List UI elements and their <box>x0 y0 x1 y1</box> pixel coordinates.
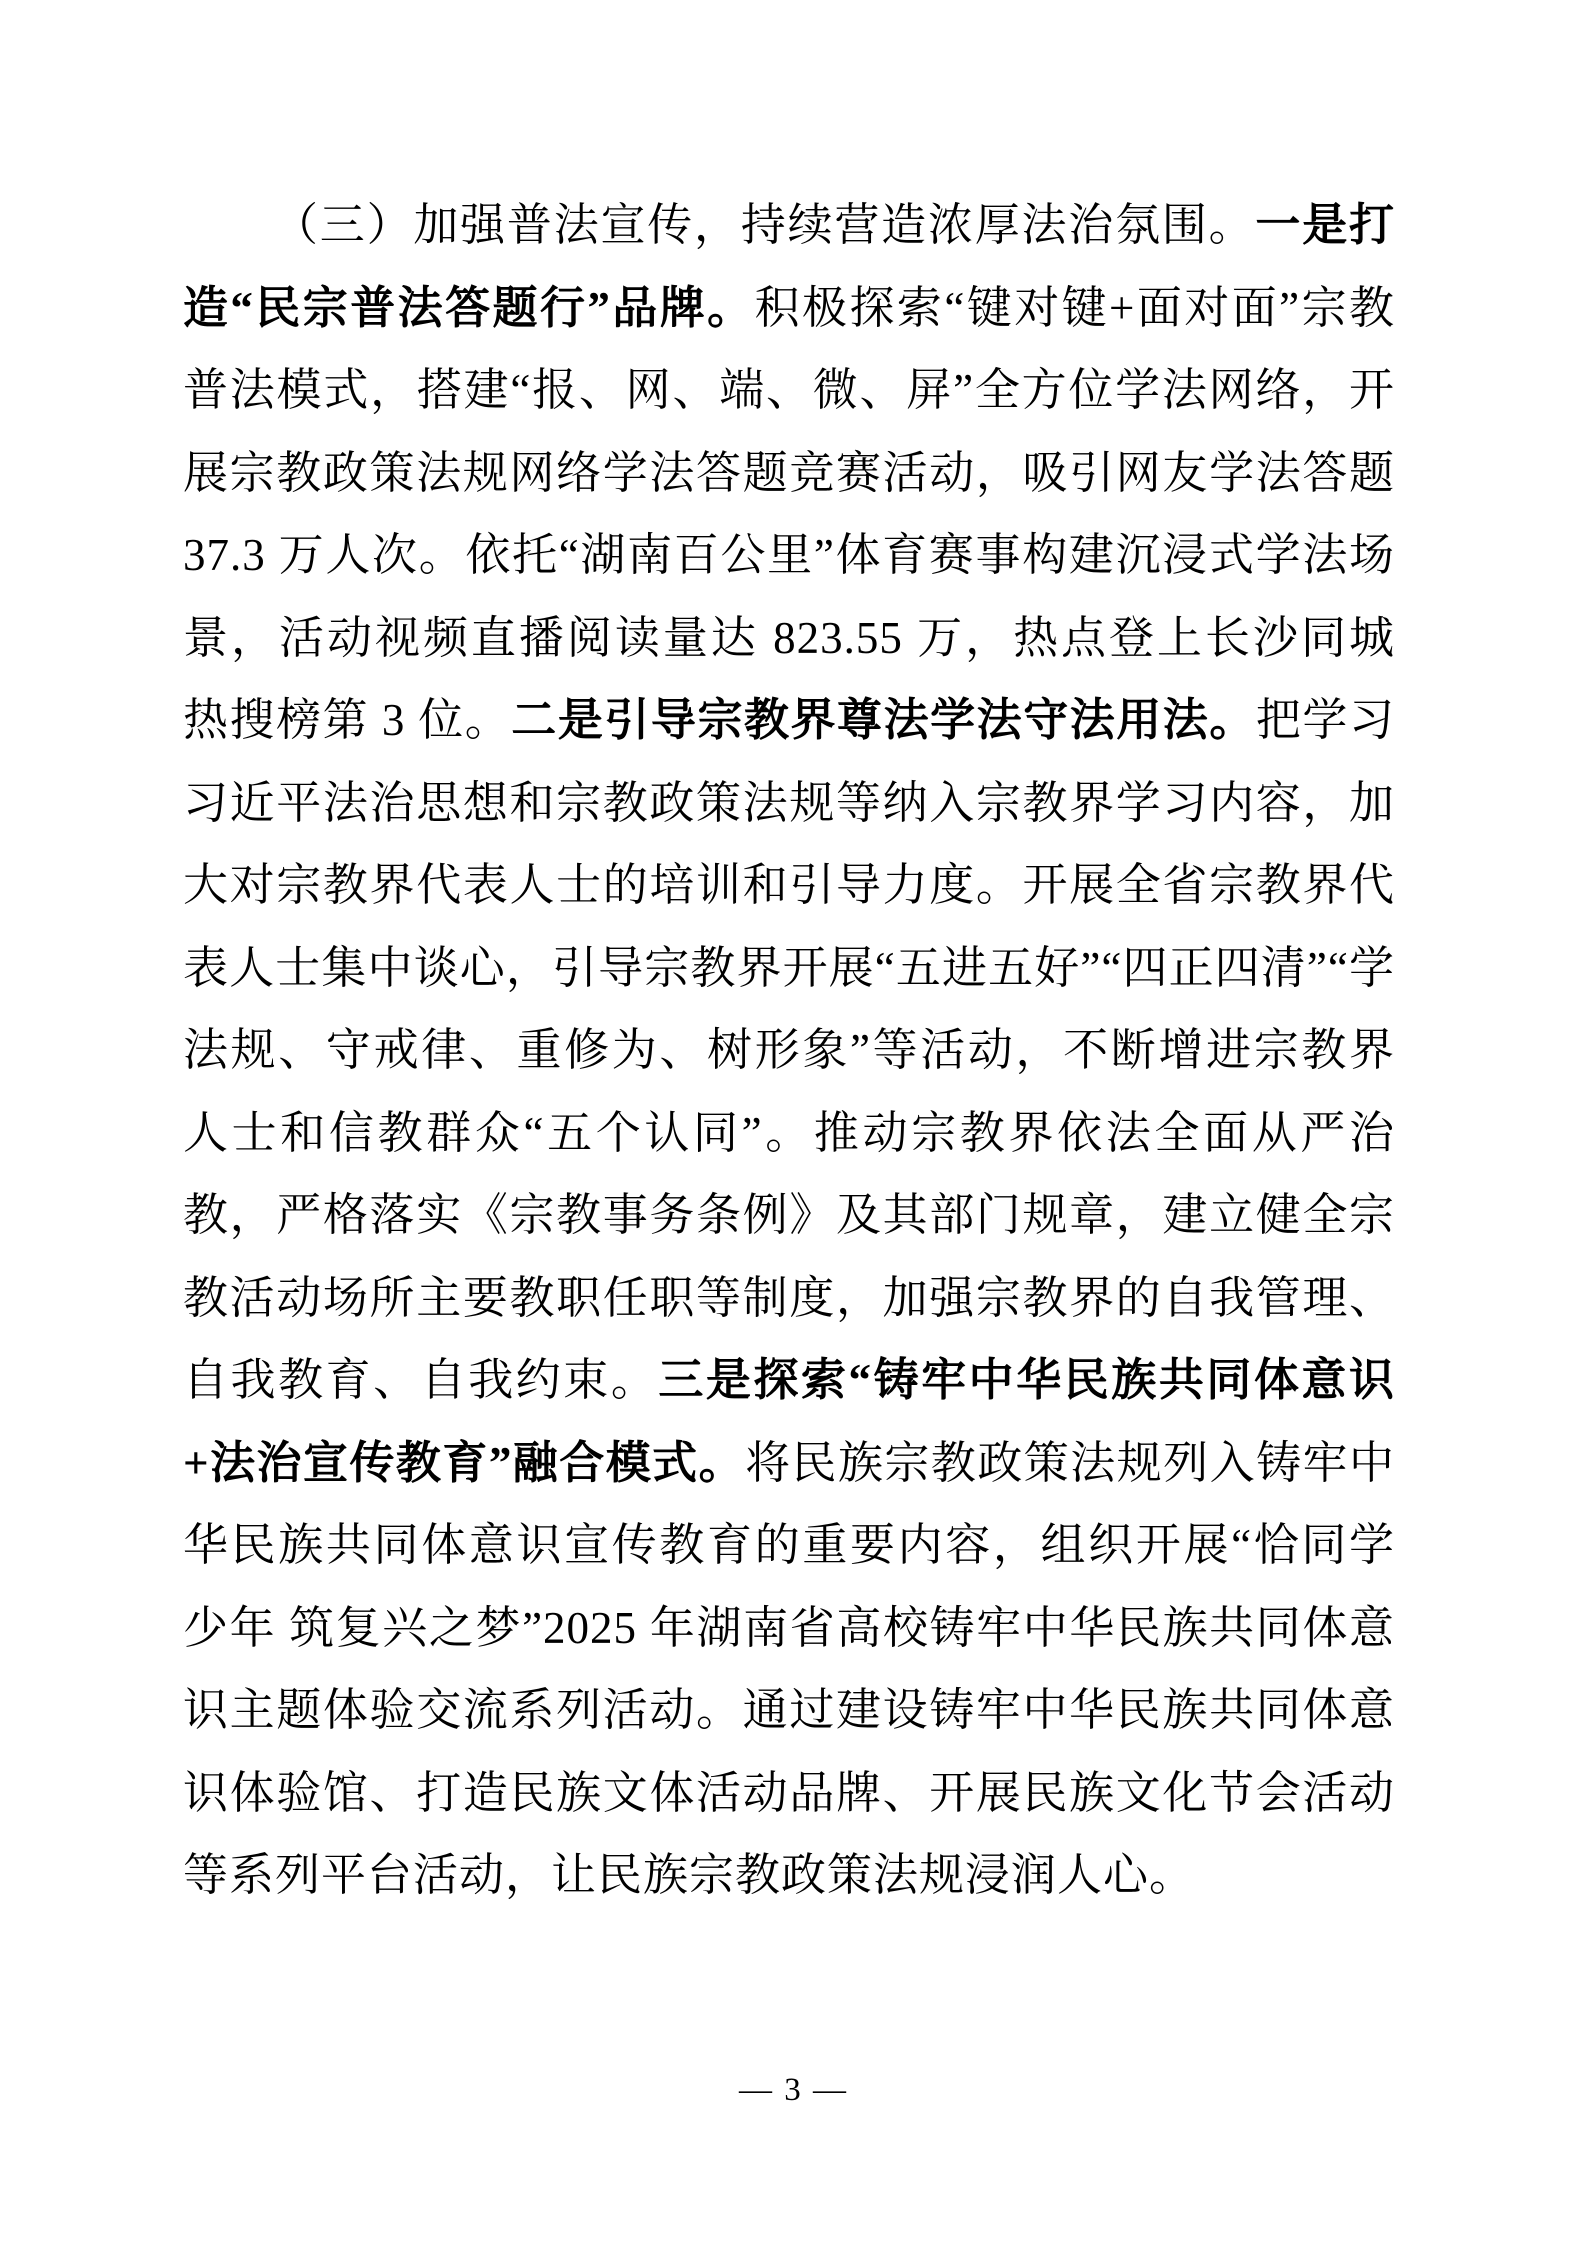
point-two-lead: 二是引导宗教界尊法学法守法用法。 <box>511 695 1256 745</box>
point-two-body: 把学习习近平法治思想和宗教政策法规等纳入宗教界学习内容，加大对宗教界代表人士的培训和引导力度。开展全省宗教界代表人士集中谈心，引导宗教界开展“五进五好”“四正四清”“学法规、守戒律、重修为、树形象”等活动，不断增进宗教界人士和信教群众“五个认同”。推动宗教界依法全面从严治教，严格落实《宗教事务条例》及其部门规章，建立健全宗教活动场所主要教职任职等制度，加强宗教界的自我管理、自我教育、自我约束。 <box>183 695 1395 1405</box>
paragraph-section-3 <box>183 184 1395 1917</box>
point-one-body: 积极探索“键对键+面对面”宗教普法模式，搭建“报、网、端、微、屏”全方位学法网络，开展宗教政策法规网络学法答题竞赛活动，吸引网友学法答题 37.3 万人次。依托“湖南百公里”体育赛事构建沉浸式学法场景，活动视频直播阅读量达 823.55 万，热点登上长沙同城热搜榜第 3 位。 <box>183 282 1395 745</box>
page-number: — 3 — <box>739 2072 848 2108</box>
section-heading: （三）加强普法宣传，持续营造浓厚法治氛围。 <box>273 200 1256 250</box>
point-three-body: 将民族宗教政策法规列入铸牢中华民族共同体意识宣传教育的重要内容，组织开展“恰同学少年 筑复兴之梦”2025 年湖南省高校铸牢中华民族共同体意识主题体验交流系列活动。通过建设铸牢中华民族共同体意识体验馆、打造民族文体活动品牌、开展民族文化节会活动等系列平台活动，让民族宗教政策法规浸润人心。 <box>183 1437 1395 1900</box>
page-footer <box>0 2070 1587 2110</box>
document-body <box>183 184 1395 1917</box>
point-one-lead: 一是打造“民宗普法答题行”品牌。 <box>183 200 1395 333</box>
point-three-lead: 三是探索“铸牢中华民族共同体意识+法治宣传教育”融合模式。 <box>183 1355 1395 1488</box>
